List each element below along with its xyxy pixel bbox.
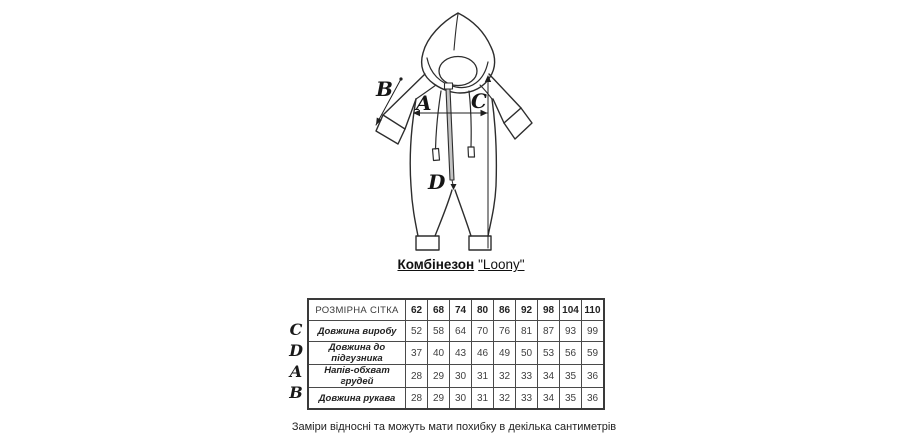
measurement-label: Напів-обхват грудей	[308, 365, 406, 388]
table-row-sleeve-length	[308, 388, 604, 410]
diagram-letter-a: A	[416, 91, 432, 115]
measurement-value: 43	[450, 342, 472, 365]
diagram-letters	[375, 77, 487, 194]
jumpsuit-line-drawing	[370, 0, 570, 252]
zipper-pull	[445, 83, 453, 89]
measurement-value: 33	[516, 388, 538, 410]
table-header-label: РОЗМІРНА СІТКА	[308, 299, 406, 321]
measurement-value: 31	[472, 388, 494, 410]
measurement-value: 32	[494, 365, 516, 388]
measurement-value: 46	[472, 342, 494, 365]
size-column-header: 98	[538, 299, 560, 321]
measurement-value: 93	[560, 321, 582, 342]
measurement-value: 29	[428, 365, 450, 388]
measurement-value: 58	[428, 321, 450, 342]
measurement-value: 76	[494, 321, 516, 342]
hood-face-opening	[439, 57, 477, 86]
table-row-half-chest	[308, 365, 604, 388]
measurement-value: 35	[560, 365, 582, 388]
drawstrings	[433, 91, 475, 161]
size-column-header: 104	[560, 299, 582, 321]
left-leg-cuff	[416, 236, 439, 250]
measurement-value: 87	[538, 321, 560, 342]
measurement-value: 53	[538, 342, 560, 365]
measurement-label: Довжина виробу	[308, 321, 406, 342]
row-letter-c: C	[289, 320, 303, 339]
measurement-label: Довжина рукава	[308, 388, 406, 410]
table-row-letters	[287, 319, 305, 403]
diagram-letter-b: B	[376, 77, 393, 101]
diagram-letter-d: D	[428, 170, 446, 194]
product-name: "Loony"	[478, 257, 525, 272]
measurement-value: 52	[406, 321, 428, 342]
measurement-value: 31	[472, 365, 494, 388]
row-letter-a: A	[289, 362, 303, 381]
measurement-value: 59	[582, 342, 605, 365]
size-column-header: 80	[472, 299, 494, 321]
measurement-value: 36	[582, 388, 605, 410]
sleeves	[376, 74, 532, 144]
hood-seam	[454, 14, 458, 50]
size-column-header: 62	[406, 299, 428, 321]
zipper	[445, 83, 457, 190]
measurement-value: 33	[516, 365, 538, 388]
measurement-value: 50	[516, 342, 538, 365]
measurement-value: 49	[494, 342, 516, 365]
table-header-row	[308, 299, 604, 321]
size-column-header: 92	[516, 299, 538, 321]
measurement-value: 28	[406, 365, 428, 388]
table-row-product-length	[308, 321, 604, 342]
measurement-value: 56	[560, 342, 582, 365]
measurement-value: 40	[428, 342, 450, 365]
row-letter-d: D	[289, 341, 303, 360]
right-aglet	[468, 147, 475, 157]
product-title-text: Комбінезон	[397, 257, 475, 272]
size-table	[307, 298, 605, 410]
measurement-value: 34	[538, 365, 560, 388]
table-row-diaper-length	[308, 342, 604, 365]
measurement-value: 30	[450, 365, 472, 388]
size-column-header: 68	[428, 299, 450, 321]
measurement-value: 35	[560, 388, 582, 410]
measurement-value: 64	[450, 321, 472, 342]
measurement-value: 28	[406, 388, 428, 410]
measurement-label: Довжина до підгузника	[308, 342, 406, 365]
size-column-header: 86	[494, 299, 516, 321]
measurement-value: 34	[538, 388, 560, 410]
diagram-letter-c: C	[471, 89, 487, 113]
measurement-value: 29	[428, 388, 450, 410]
measurement-value: 99	[582, 321, 605, 342]
measurement-value: 81	[516, 321, 538, 342]
measurement-value: 70	[472, 321, 494, 342]
size-column-header: 110	[582, 299, 605, 321]
size-column-header: 74	[450, 299, 472, 321]
measurement-value: 37	[406, 342, 428, 365]
footnote: Заміри відносні та можуть мати похибку в декілька сантиметрів	[291, 421, 617, 433]
measurement-value: 30	[450, 388, 472, 410]
right-cuff	[504, 108, 532, 139]
product-title	[0, 257, 900, 272]
measurement-value: 32	[494, 388, 516, 410]
hood	[422, 13, 495, 93]
measurement-value: 36	[582, 365, 605, 388]
left-aglet	[433, 149, 440, 161]
row-letter-b: B	[289, 383, 303, 402]
